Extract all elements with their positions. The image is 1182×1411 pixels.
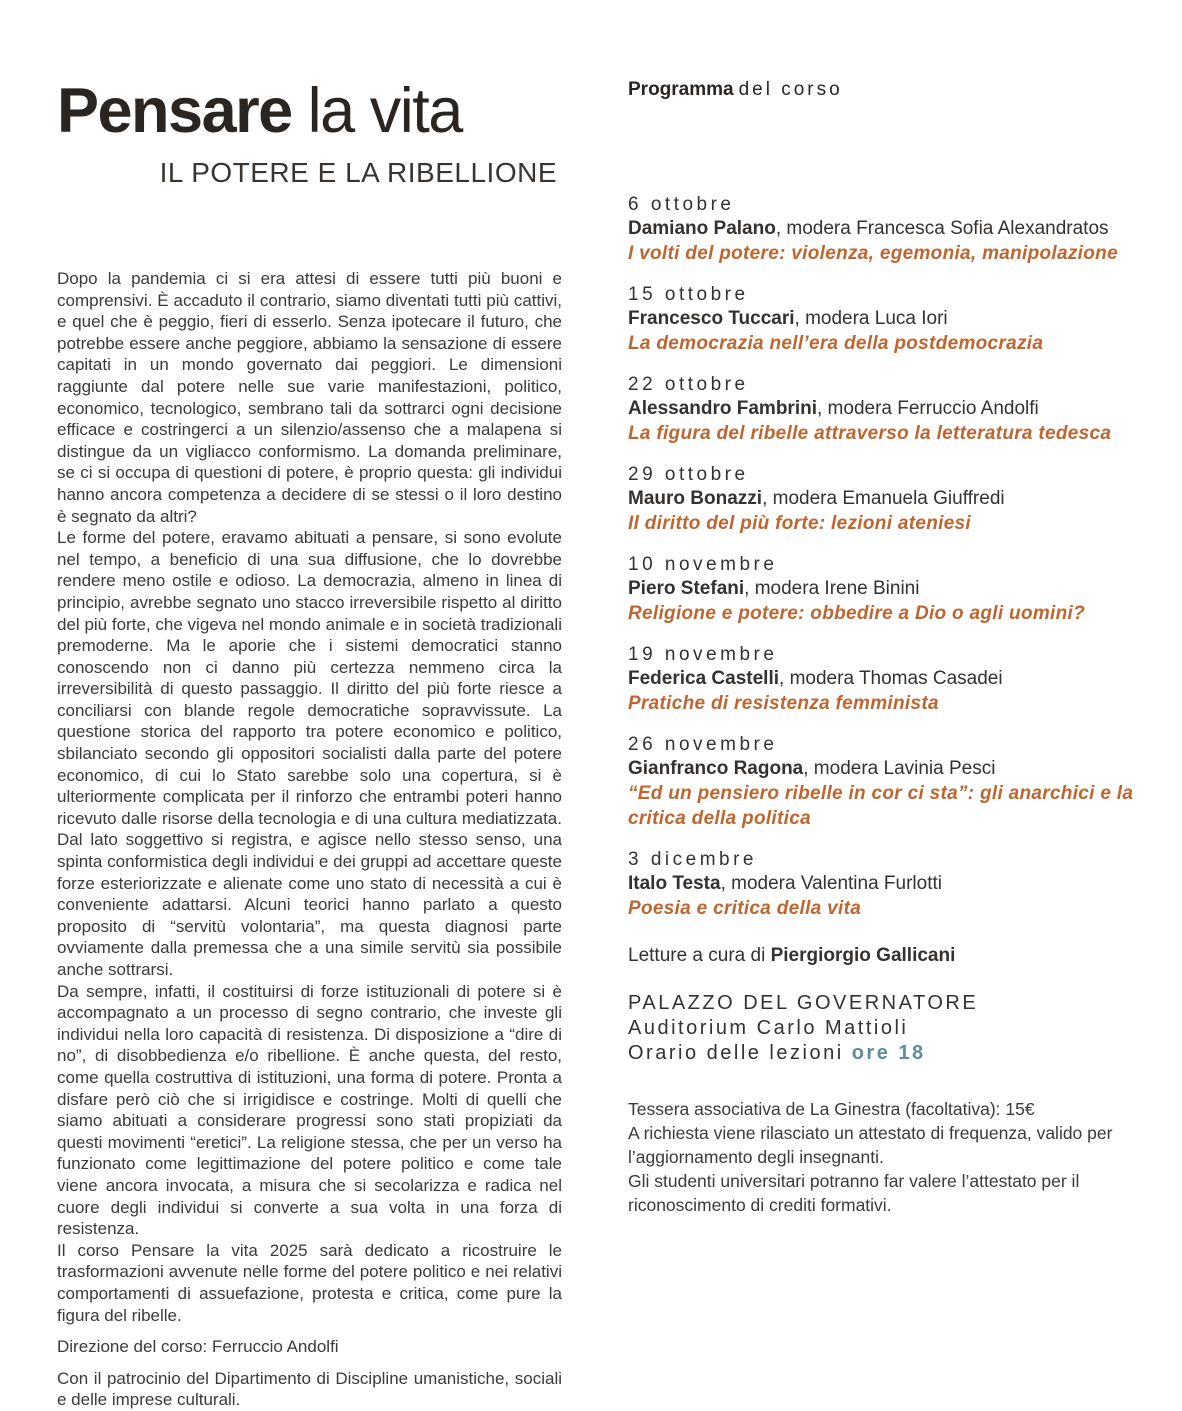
readings-line [628,944,1173,968]
session-moderator: , modera Irene Binini [744,578,920,599]
session-moderator: , modera Emanuela Giuffredi [762,488,1005,509]
note-line: Tessera associativa de La Ginestra (facoltativa): 15€ [628,1099,1035,1119]
title-block [57,76,557,189]
program-header-bold: Programma [628,79,734,100]
session-speakers [628,487,1173,511]
session-list [628,193,1173,921]
schedule-prefix: Orario delle lezioni [628,1042,852,1064]
schedule-line [628,1041,1173,1066]
session-speakers [628,577,1173,601]
program-header [628,78,1173,102]
notes-block [628,1097,1173,1217]
course-direction: Direzione del corso: Ferruccio Andolfi [57,1337,339,1357]
session-speaker: Federica Castelli [628,668,780,689]
session-title: La figura del ribelle attraverso la letteratura tedesca [628,423,1112,444]
session-speakers [628,397,1173,421]
note-line: Gli studenti universitari potranno far valere l’attestato per il riconoscimento di crediti formativi. [628,1171,1080,1215]
session-moderator: , modera Thomas Casadei [779,668,1003,689]
session-entry [628,373,1173,446]
session-date: 3 dicembre [628,849,757,870]
session-entry [628,463,1173,536]
session-speaker: Damiano Palano [628,218,776,239]
intro-paragraph: Le forme del potere, eravamo abituati a pensare, si sono evolute nel tempo, a beneficio di una sua diffusione, che lo dovrebbe rendere meno ostile e odioso. La democrazia, almeno in linea di principio, avrebbe segnato uno stacco irreversibile rispetto al diritto del più forte, che vigeva nel mondo animale e in società tradizionali premoderne. Ma le aporie che i sistemi democratici stanno conoscendo non ci danno più certezza nemmeno circa la irreversibilità di questo passaggio. Il diritto del più forte riesce a conciliarsi con blande regole democratiche sopravvissute. La questione storica del rapporto tra potere economico e politico, sbilanciato secondo gli oppositori socialisti dalla parte del potere economico, di cui lo Stato sarebbe solo una copertura, si è ulteriormente complicata per il rinforzo che entrambi poteri hanno ricevuto dalle risorse della tecnologia e di una cultura mediatizzata. Dal lato soggettivo si registra, e agisce nello stesso senso, una spinta conformistica degli individui e dei gruppi ad accettare queste forze esteriorizzate e alienate come uno stato di necessità a cui è conveniente adattarsi. Alcuni teorici hanno parlato a questo proposito di “servitù volontaria”, ma questa diagnosi parte ovviamente dalla premessa che a una simile servitù sia possibile anche sottrarsi. [57,528,562,979]
intro-text [57,268,562,1411]
session-date: 6 ottobre [628,194,735,215]
session-title: La democrazia nell’era della postdemocrazia [628,333,1044,354]
venue-name: PALAZZO DEL GOVERNATORE [628,992,979,1014]
session-moderator: , modera Francesca Sofia Alexandratos [775,218,1109,239]
session-speaker: Francesco Tuccari [628,308,795,329]
session-date: 19 novembre [628,644,778,665]
patronage-note: Con il patrocinio del Dipartimento di Discipline umanistiche, sociali e delle imprese culturali. [57,1368,562,1410]
intro-paragraph: Il corso Pensare la vita 2025 sarà dedicato a ricostruire le trasformazioni avvenute nelle forme del potere politico e nei relativi comportamenti di assuefazione, protesta e critica, come pure la figura del ribelle. [57,1240,562,1325]
readings-curator: Piergiorgio Gallicani [770,945,956,966]
page-title-bold: Pensare [57,76,292,146]
session-speaker: Gianfranco Ragona [628,758,804,779]
session-title: Il diritto del più forte: lezioni ateniesi [628,513,972,534]
session-speakers [628,307,1173,331]
session-speakers [628,872,1173,896]
session-speakers [628,757,1173,781]
session-entry [628,193,1173,266]
session-date: 22 ottobre [628,374,749,395]
session-entry [628,283,1173,356]
intro-paragraph: Da sempre, infatti, il costituirsi di forze istituzionali di potere si è accompagnato a un processo di segno contrario, che investe gli individui nella loro capacità di resistenza. Di disposizione a “dire di no”, di disobbedienza e/o ribellione. È anche questa, del resto, come quella costruttiva di istituzioni, una forma di potere. Pronta a disfare però ciò che si irrigidisce e costringe. Molti di quelli che siamo abituati a considerare progressi sono stati propiziati da questi movimenti “eretici”. La religione stessa, che per un verso ha funzionato come legittimazione del potere politico e come tale viene ancora invocata, a misura che si secolarizza e radica nel cuore degli individui si converte a sua volta in una forza di resistenza. [57,981,562,1239]
schedule-time: ore 18 [851,1042,926,1064]
session-speaker: Piero Stefani [628,578,745,599]
venue-block [628,991,1173,1066]
page-title-light: la vita [291,76,462,146]
session-speaker: Alessandro Fambrini [628,398,817,419]
program-column [628,78,1173,1217]
session-moderator: , modera Luca Iori [794,308,948,329]
session-entry [628,733,1173,831]
note-line: A richiesta viene rilasciato un attestato di frequenza, valido per l’aggiornamento degli insegnanti. [628,1123,1113,1167]
session-speakers [628,667,1173,691]
session-title: Religione e potere: obbedire a Dio o agli uomini? [628,603,1086,624]
session-title: Poesia e critica della vita [628,898,862,919]
venue-room: Auditorium Carlo Mattioli [628,1017,909,1039]
program-header-rest: del corso [738,79,843,100]
readings-prefix: Letture a cura di [628,945,771,966]
session-moderator: , modera Valentina Furlotti [720,873,942,894]
session-title: Pratiche di resistenza femminista [628,693,939,714]
session-date: 26 novembre [628,734,778,755]
session-moderator: , modera Ferruccio Andolfi [817,398,1039,419]
session-date: 10 novembre [628,554,778,575]
session-entry [628,553,1173,626]
session-date: 29 ottobre [628,464,749,485]
session-title: “Ed un pensiero ribelle in cor ci sta”: gli anarchici e la critica della politica [628,783,1134,829]
session-date: 15 ottobre [628,284,749,305]
page-subtitle: IL POTERE E LA RIBELLIONE [159,157,557,188]
session-moderator: , modera Lavinia Pesci [803,758,996,779]
session-entry [628,848,1173,921]
session-speaker: Italo Testa [628,873,721,894]
session-entry [628,643,1173,716]
page-title [57,76,557,146]
session-speakers [628,217,1173,241]
intro-paragraph: Dopo la pandemia ci si era attesi di essere tutti più buoni e comprensivi. È accaduto il contrario, siamo diventati tutti più cattivi, e quel che è peggio, fieri di esserlo. Senza ipotecare il futuro, che potrebbe essere anche peggiore, abbiamo la sensazione di essere capitati in un mondo governato dai peggiori. Le dimensioni raggiunte dal potere nelle sue varie manifestazioni, politico, economico, tecnologico, sembrano tali da sottrarci ogni decisione efficace e costringerci a un silenzio/assenso che a malapena si distingue da un vigliacco conformismo. La domanda preliminare, se ci si occupa di questioni di potere, è proprio questa: gli individui hanno ancora competenza a decidere di se stessi o il loro destino è segnato da altri? [57,269,562,526]
session-title: I volti del potere: violenza, egemonia, manipolazione [628,243,1118,264]
session-speaker: Mauro Bonazzi [628,488,763,509]
